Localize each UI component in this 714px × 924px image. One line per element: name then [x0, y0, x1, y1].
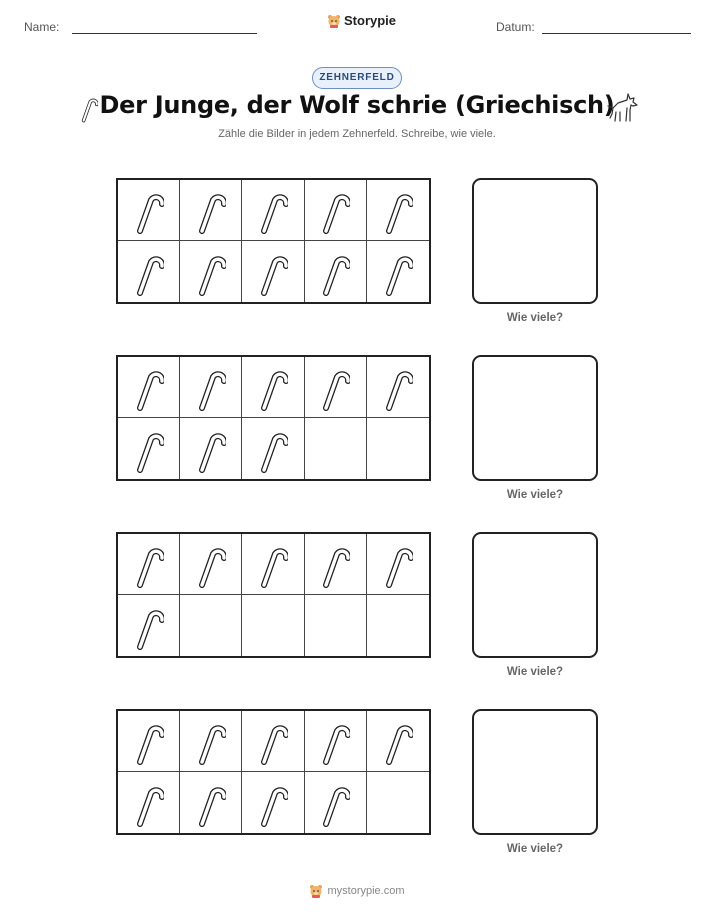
candy-cane-icon [196, 247, 226, 297]
wolf-icon [606, 90, 642, 124]
candy-cane-icon [383, 247, 413, 297]
ten-frame-cell [180, 595, 242, 656]
ten-frame-4 [116, 709, 431, 835]
category-badge: ZEHNERFELD [312, 67, 402, 89]
ten-frame-cell [242, 180, 304, 241]
candy-cane-icon [196, 539, 226, 589]
candy-cane-icon [196, 778, 226, 828]
ten-frame-cell [367, 357, 429, 418]
ten-frame-3 [116, 532, 431, 658]
bear-icon [309, 884, 323, 898]
ten-frame-cell [118, 711, 180, 772]
candy-cane-icon [134, 539, 164, 589]
candy-cane-icon [258, 539, 288, 589]
ten-frame-cell [118, 595, 180, 656]
ten-frame-cell [118, 534, 180, 595]
ten-frame-cell [118, 772, 180, 833]
ten-frame-cell [180, 711, 242, 772]
ten-frame-1 [116, 178, 431, 304]
answer-box-4[interactable] [472, 709, 598, 835]
ten-frame-cell [180, 180, 242, 241]
ten-frame-cell [180, 534, 242, 595]
ten-frame-cell [118, 418, 180, 479]
footer [0, 884, 714, 898]
answer-box-2[interactable] [472, 355, 598, 481]
candy-cane-icon [258, 185, 288, 235]
ten-frame-cell [118, 357, 180, 418]
answer-box-1[interactable] [472, 178, 598, 304]
candy-cane-icon [258, 716, 288, 766]
page-title: Der Junge, der Wolf schrie (Griechisch) [99, 91, 615, 119]
candy-cane-icon [320, 716, 350, 766]
ten-frame-cell [242, 357, 304, 418]
ten-frame-cell [242, 711, 304, 772]
ten-frame-cell [305, 357, 367, 418]
ten-frame-cell [305, 772, 367, 833]
candy-cane-icon [134, 362, 164, 412]
answer-prompt-3: Wie viele? [506, 666, 564, 678]
ten-frame-cell [118, 241, 180, 302]
ten-frame-cell [367, 595, 429, 656]
ten-frame-cell [305, 711, 367, 772]
ten-frame-cell [180, 241, 242, 302]
candy-cane-icon [320, 539, 350, 589]
ten-frame-cell [305, 180, 367, 241]
candy-cane-icon [258, 247, 288, 297]
candy-cane-icon [320, 362, 350, 412]
candy-cane-icon [134, 424, 164, 474]
candy-cane-icon [134, 601, 164, 651]
ten-frame-cell [118, 180, 180, 241]
candy-cane-icon [134, 716, 164, 766]
footer-url: mystorypie.com [327, 885, 405, 897]
ten-frame-cell [242, 534, 304, 595]
candy-cane-icon [383, 539, 413, 589]
candy-cane-icon [258, 424, 288, 474]
candy-cane-icon [196, 716, 226, 766]
candy-cane-icon [320, 778, 350, 828]
logo-text: Storypie [344, 13, 397, 28]
ten-frame-cell [242, 241, 304, 302]
ten-frame-cell [180, 772, 242, 833]
name-label: Name: [24, 20, 60, 34]
ten-frame-cell [367, 534, 429, 595]
candy-cane-icon [196, 424, 226, 474]
ten-frame-cell [242, 772, 304, 833]
ten-frame-cell [180, 357, 242, 418]
candy-cane-icon [383, 362, 413, 412]
candy-cane-icon [196, 185, 226, 235]
ten-frame-cell [367, 711, 429, 772]
answer-prompt-1: Wie viele? [506, 312, 564, 324]
ten-frame-cell [305, 534, 367, 595]
date-label: Datum: [496, 20, 535, 34]
ten-frame-cell [180, 418, 242, 479]
ten-frame-cell [305, 241, 367, 302]
candy-cane-icon [134, 247, 164, 297]
answer-prompt-4: Wie viele? [506, 843, 564, 855]
answer-box-3[interactable] [472, 532, 598, 658]
ten-frame-cell [367, 418, 429, 479]
candy-cane-icon [320, 247, 350, 297]
ten-frame-cell [367, 241, 429, 302]
candy-cane-icon [258, 362, 288, 412]
ten-frame-cell [367, 772, 429, 833]
storypie-logo [327, 13, 396, 28]
candy-cane-icon [320, 185, 350, 235]
date-line[interactable] [542, 33, 691, 34]
candy-cane-icon [134, 185, 164, 235]
candy-cane-icon [196, 362, 226, 412]
instructions: Zähle die Bilder in jedem Zehnerfeld. Schreibe, wie viele. [218, 128, 496, 140]
ten-frame-2 [116, 355, 431, 481]
ten-frame-cell [242, 595, 304, 656]
candy-cane-icon [383, 716, 413, 766]
answer-prompt-2: Wie viele? [506, 489, 564, 501]
bear-icon [327, 14, 341, 28]
ten-frame-cell [305, 418, 367, 479]
candy-cane-icon [258, 778, 288, 828]
name-line[interactable] [72, 33, 257, 34]
ten-frame-cell [305, 595, 367, 656]
candy-cane-icon [383, 185, 413, 235]
ten-frame-cell [242, 418, 304, 479]
ten-frame-cell [367, 180, 429, 241]
candy-cane-icon [134, 778, 164, 828]
